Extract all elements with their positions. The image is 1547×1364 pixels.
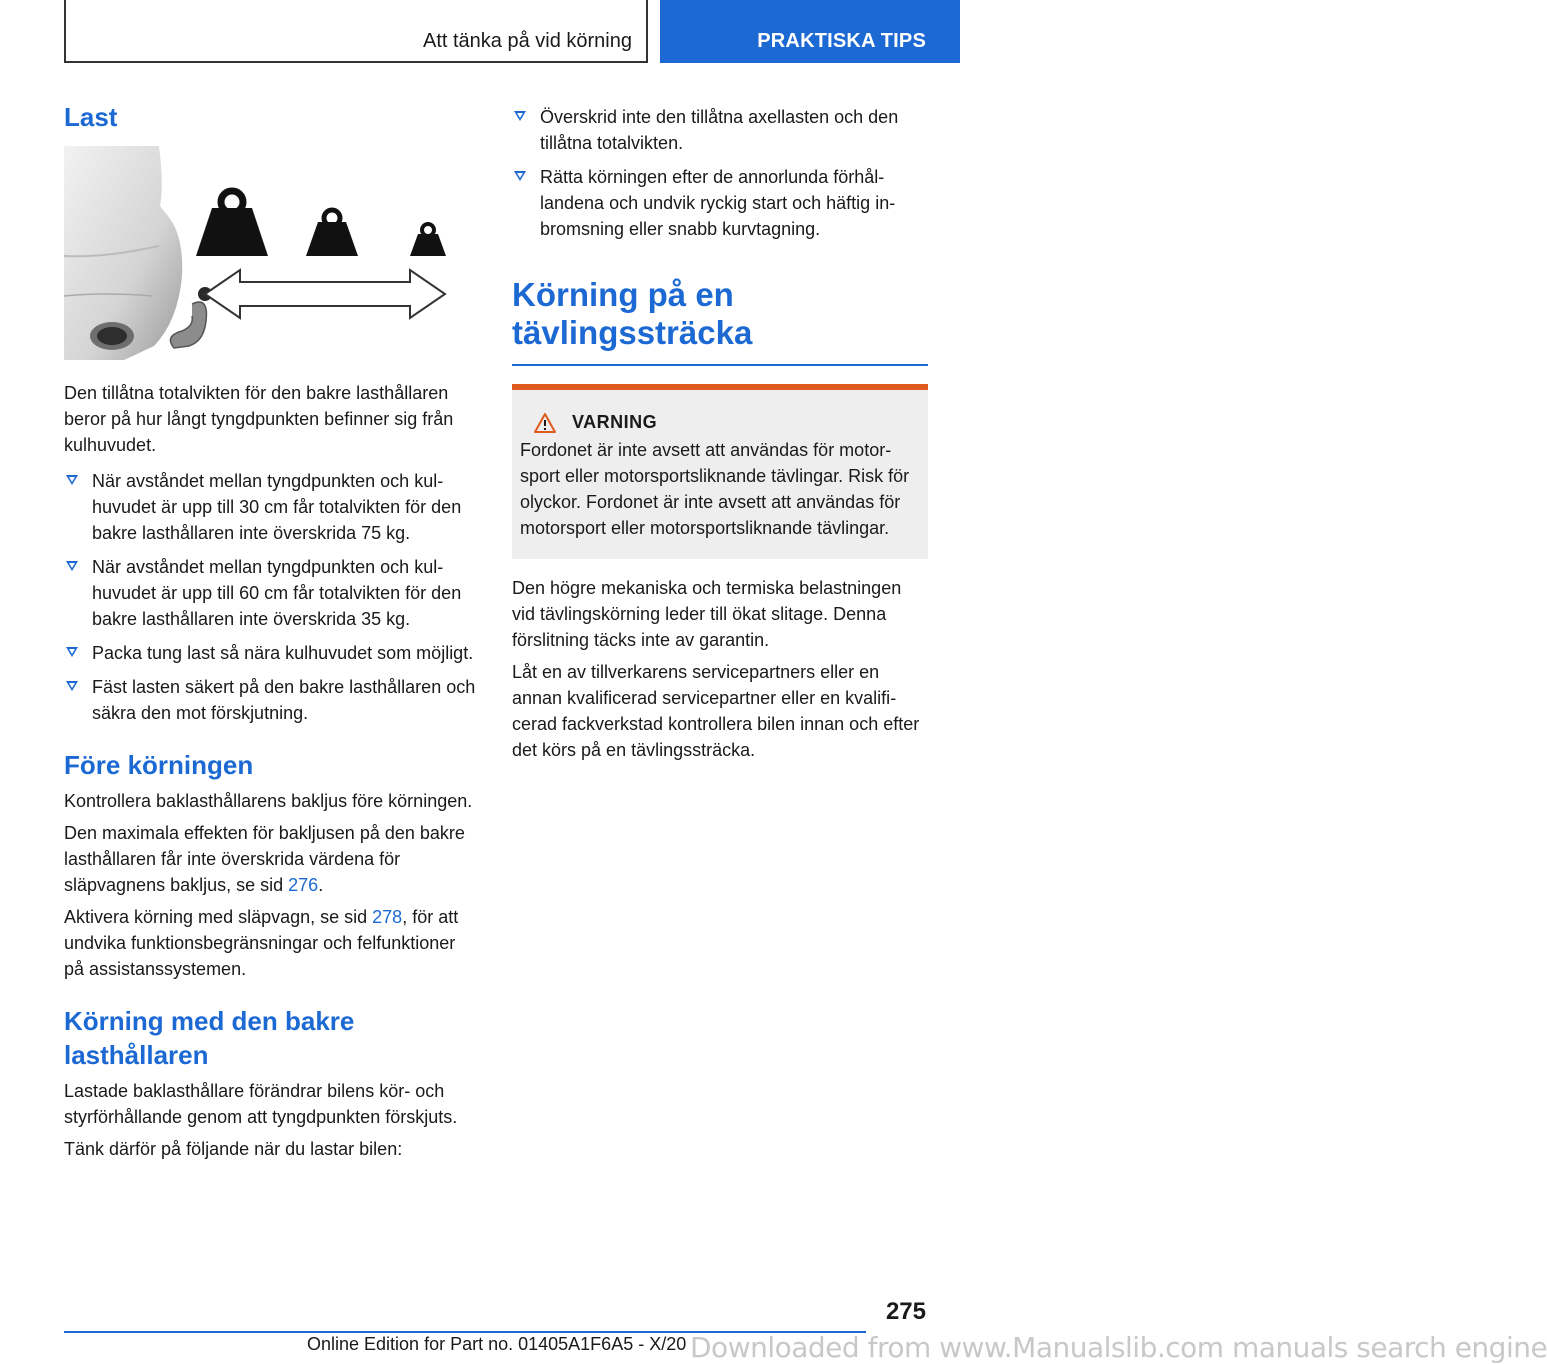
triangle-bullet-icon (66, 681, 78, 691)
page-link-276[interactable]: 276 (288, 875, 319, 895)
korning-paragraph-1: Lastade baklasthållare förändrar bilens kör- och styrförhållande genom att tyngdpunkten förskjuts. (64, 1081, 458, 1127)
section-title: Att tänka på vid körning (422, 30, 632, 52)
warning-title: VARNING (572, 412, 658, 432)
edition-text: Online Edition for Part no. 01405A1F6A5 - X/20 (307, 1334, 687, 1354)
load-bullet-list (64, 468, 478, 726)
warning-triangle-icon (534, 413, 556, 433)
list-item-text: Fäst lasten säkert på den bakre lasthållaren och säkra den mot förskjutning. (92, 677, 476, 723)
manualslib-watermark: Downloaded from www.Manualslib.com manuals search engine (690, 1331, 1547, 1364)
page-link-278[interactable]: 278 (372, 907, 403, 927)
rear-carrier-illustration (64, 146, 478, 360)
intro-paragraph: Den tillåtna totalvikten för den bakre lasthållaren beror på hur långt tyngdpunkten befinner sig från kulhuvudet. (64, 383, 454, 455)
left-column (64, 100, 478, 1168)
tavling-paragraph-2: Låt en av tillverkarens servicepartners eller en annan kvalificerad servicepartner eller en kvalificerad fackverkstad kontrollera bilen innan och efter det körs på en tävlingssträcka. (512, 662, 920, 760)
fore-p2-text: Den maximala effekten för bakljusen på den bakre lasthållaren får inte överskrida värdena för släpvagnens bakljus, se sid (64, 823, 465, 895)
heading-tavlingsstracka: Körning på en tävlingssträcka (512, 276, 753, 351)
heading-fore-korningen: Före körningen (64, 750, 254, 780)
list-item (64, 640, 478, 666)
page-number: 275 (885, 1298, 926, 1325)
list-item-text: Packa tung last så nära kulhuvudet som möjligt. (92, 643, 474, 663)
triangle-bullet-icon (514, 111, 526, 121)
header-chapter-box (660, 0, 960, 63)
tavling-paragraph-1: Den högre mekaniska och termiska belastningen vid tävlingskörning leder till ökat slitage. Denna förslitning täcks inte av garantin. (512, 578, 902, 650)
fore-p3-text: Aktivera körning med släpvagn, se sid (64, 907, 373, 927)
header-section-box (64, 0, 648, 63)
korning-paragraph-2: Tänk därför på följande när du lastar bilen: (64, 1139, 403, 1159)
list-item-text: Rätta körningen efter de annorlunda förhållandena och undvik ryckig start och häftig inbromsning eller snabb kurvtagning. (540, 167, 896, 239)
chapter-title: PRAKTISKA TIPS (757, 30, 926, 52)
list-item-text: När avståndet mellan tyngdpunkten och kulhuvudet är upp till 30 cm får totalvikten för den bakre lasthållaren inte överskrida 75 kg. (92, 471, 462, 543)
warning-header (534, 412, 920, 433)
triangle-bullet-icon (66, 561, 78, 571)
heading-last: Last (64, 102, 118, 132)
list-item-text: När avståndet mellan tyngdpunkten och kulhuvudet är upp till 60 cm får totalvikten för den bakre lasthållaren inte överskrida 35 kg. (92, 557, 462, 629)
fore-paragraph-1: Kontrollera baklasthållarens bakljus före körningen. (64, 791, 473, 811)
warning-text: Fordonet är inte avsett att användas för motorsport eller motorsportsliknande tävlingar. Risk för olyckor. Fordonet är inte avsett att användas för motorsport eller motorsportsliknande tävlingar. (520, 440, 910, 538)
list-item-text: Överskrid inte den tillåtna axellasten och den tillåtna totalvikten. (540, 107, 899, 153)
list-item (512, 164, 928, 242)
right-column (512, 104, 928, 769)
fore-paragraph-2 (64, 820, 478, 898)
list-item (512, 104, 928, 156)
list-item (64, 674, 478, 726)
list-item (64, 468, 478, 546)
triangle-bullet-icon (66, 647, 78, 657)
triangle-bullet-icon (66, 475, 78, 485)
driving-bullet-list (512, 104, 928, 242)
triangle-bullet-icon (514, 171, 526, 181)
warning-box (512, 384, 928, 559)
list-item (64, 554, 478, 632)
heading-underline (512, 364, 928, 366)
fore-paragraph-3 (64, 904, 478, 982)
fore-p3-end: , för att undvika funktionsbegränsningar och felfunktioner på assistanssystemen. (64, 907, 459, 979)
fore-p2-end: . (318, 875, 324, 895)
heading-korning-med-lasthallare: Körning med den bakre lasthållaren (64, 1006, 355, 1070)
